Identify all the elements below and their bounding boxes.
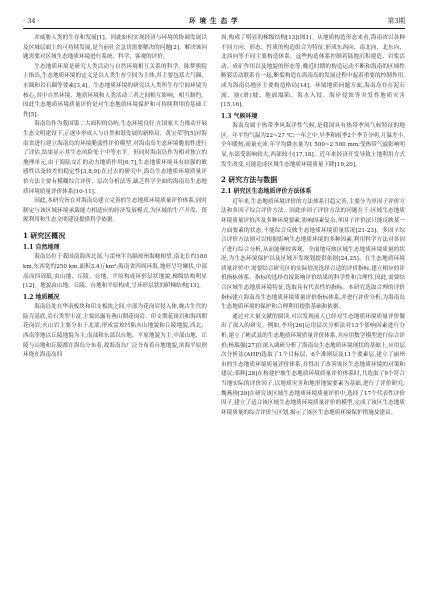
section-heading: 1 研究区概况 [23,230,66,240]
subsection-heading: 2.1 研究区生态地质评价方法体系 [221,188,312,196]
subsection-heading: 1.1 自然地理 [23,243,60,251]
paragraph: 海南岛属于热带季风海洋性气候,是我国具有热带季风气候特征的地区。年平均气温为22~27 ℃;一年之中,早季和雨季2个季节分明,月温差小,全年暖热,雨量充沛,年平均降水量为1 500~2 500 mm;受热带气旋影响明显,东部受影响较大,西部较小[17,18]。近年来经济开发导致土地利用方式发生改变,可能造成区域生态地质环境质量下降[19,20]。 [221,123,405,168]
paragraph: 通过对大量文献的阅读,可以发现前人已经对生态地质环境质量评价做出了深入的研究。例如,李玲[26]运用层次分析法对13个影响因素进行分析,建立了彬武县的生态地质环境质量评价体系,并应用数学模型进行综合评价;杨瑞强[27]在深入调研分析了海南岛生态地质环境现状的基础上,应用层次分析法(AHP)选取了1个目标层、6个准则层及11个要素层,建立了丽州市的生态地质环境质量评价体系,并得出了改善该区生态地质环境的对策和建议;邓辉[28]在构建护坡生态地质环境质量评价体系时,共选取了9个符合当地实际的评价因子,以地质灾害和地形地貌要素为基础,进行了评价研究;魏燕珍[29]在研究该区域生态地质环境质量评价中,选择了17个代表性评价因子,建立了适合该区域生态地质环境质量评价的模型,完成了该区生态地质环境质量的综合评价与区划,揭示了该区生态地质环境保护措施及建议。 [221,313,405,416]
paragraph: 海南岛作为我国第二大面积的岛屿,生态环境良好,在国家大力推动开展生态文明建设下,正逐步形成人与自然和谐发展的新格局。黄宝荣等[5]对海南省进行建立海南岛的环境脆弱性评价模型,对海南岛生态环境脆弱性进行了评估,结果显示其生态风险处于中等水平。但同时海南岛作为相对独立的地理单元,由于海陆交汇的动力地质作用[6,7],生态地质环境具有较强的敏感性以及较差的稳定性[3,8,9];在过去的研究中,海岛生态地质环境质量评价方法主要有模糊综合评价、层次分析法等,缺乏科学全面的海南岛生态地质环境质量评价体系[10-11]。 [23,121,207,195]
paragraph: 海南岛位于我国南海西北部,与雷州半岛隔琼州海峡相望,南北长约180 km,东西宽约250 km,面积3.4万km²;海南省四周环海,地形呈穹窿状,中部高而四周低,由山地、丘陵、台地、平原构成环形层状地貌,梯级结构明显[12]。地貌由山地、丘陵、台地和平原构成,呈环形层状的阶梯结构[13]。 [23,254,207,290]
paragraph: 并威胁人类的生存和发展[1]。因此如何实现经济与环境的协调发展以及区域层面上的可持续发展,是当前社会急切需要解决的问题[2]。解决该问题需要对区域生态地质环境进行系统、科学、客观的评价。 [23,35,207,61]
paragraph: 周,构成了明显的梯级结构[13](图1)。从地质构造形态来看,海南省以各种不同方向、形态、性质的构造组合为特征,形成东西向、南北向、北东向、北西向等不同主要构造体系。这些构造体系控制着陆地沉积建造、岩浆活动、成矿作用以及地貌的形态等,晚近时期的构造运动不断和海南的区域性断裂活动联系在一起,断裂构造在海南岛的发展过程中起着重要的控制作用,成为海南岛地区主要构造格局[14]。环境地质问题方面,海南岛存在泥石流、崩(滑)坡、地面塌陷、海水入侵、海岸侵蚀等突发性地质灾害[15,16]。 [221,35,405,109]
right-column [221,34,405,418]
subsection-heading: 1.3 气候环境 [221,112,258,120]
paragraph: 生态地质环境是研究人类活动与自然环境相互关系的科学。陈梦熊院士指出,生态地质环境的定义是以人类生存空间为主体,其主要包括大气圈、水圈和岩石圈等要素[3,4]。生态地质环境的研究以人类所生存空间环境为核心,其中自然环境、地质环境和人类活动三者之间相互影响、相互制约。因此生态地质环境质量评价是对生态地质环境保护和可持续利用的基础工作[5]。 [23,63,207,118]
paragraph: 因此,本研究旨在对海南岛建立完善的生态地质环境质量评价体系,同时制定与该区域环境承载能力相适应的经济发展模式,为区域的生产开发、资源利用和生态文明建设提供科学依据。 [23,198,207,224]
left-column [23,34,207,361]
page-header [23,14,405,29]
paragraph: 近年来,生态地质环境评价的方法体系日趋完善,主要分为单因子评价方法和多因子综合评价方法。因此单因子评价方法的问题在于:区域生态地质环境质量评价涉及多种环境要素,影响因素复杂,单因子评价法只能反映某一方面要素的状态,不能综合反映生态地质环境质量状况[21-23]。多因子综合评价方法则可以根据影响生态地质环境的多种因素,利用科学方法对各因子进行综合分析,从而能够较客观、全面地反映区域生态地质环境质量的状况,为生态环境保护以及区域开发规划提供依据[24,25]。在生态地质环境质量评价中,需要结合研究区的实际情况选择合适的评价指标,建立相应的评价指标体系。指标的选择直接影响评价结果的科学性和合理性,因此,需要结合区域生态地质环境特征,选取具有代表性的指标。本研究选取合理的评价指标建立海南岛生态地质环境质量评价指标体系,并进行评价分析,为海南岛生态地质环境的保护和合理利用提供基础和依据。 [221,198,405,311]
page-number: · 34 · [23,17,40,25]
paragraph: 海南岛处在华南板块和印支板块之间,中部为花岗岩侵入体,晚古生代的陆壳基底,岩石类型丰富,主要出露有燕山期花岗岩、印支期花岗岩和海西期花岗岩;火山岩主要分布于北部,形成雷琼凹陷火山地貌和丘陵地貌,西北、西南等地以丘陵地貌为主,南部和东部以台地、平原地貌为主,中部山地、丘陵与山地和丘陵都在海岛分布着,故海南岛广泛分布着台地地貌,滨海平原则环绕在海南岛四 [23,304,207,359]
issue-number: 第3期 [387,17,405,25]
journal-title: 环 境 生 态 学 [189,17,239,25]
subsection-heading: 1.2 地质概况 [23,293,60,301]
section-heading: 2 研究方法与数据 [221,175,278,185]
